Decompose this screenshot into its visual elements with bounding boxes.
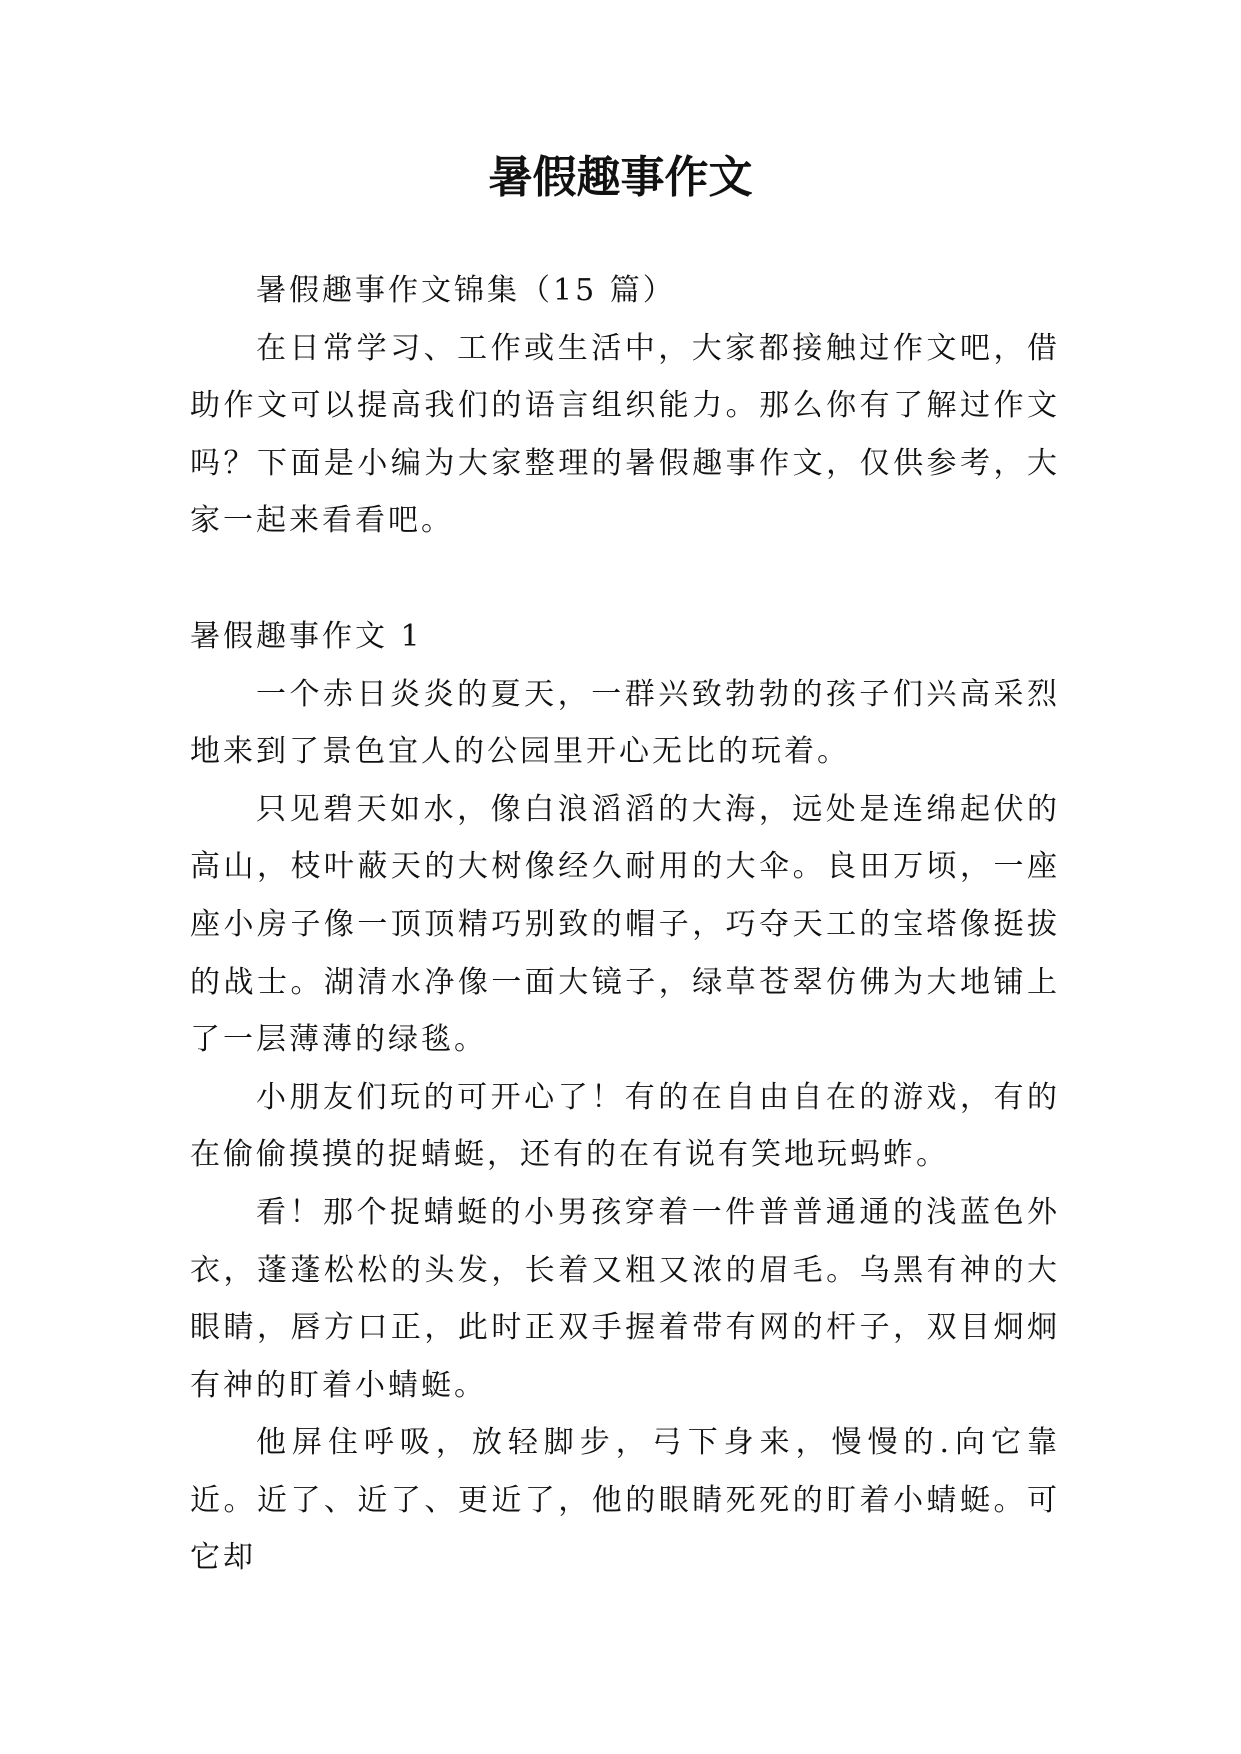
intro-paragraph: 在日常学习、工作或生活中，大家都接触过作文吧，借助作文可以提高我们的语言组织能力。那么你有了解过作文吗？下面是小编为大家整理的暑假趣事作文，仅供参考，大家一起来看看吧。 (190, 330, 1060, 539)
section-heading: 暑假趣事作文 1 (190, 618, 423, 654)
body-paragraph: 一个赤日炎炎的夏天，一群兴致勃勃的孩子们兴高采烈地来到了景色宜人的公园里开心无比的玩着。 (190, 676, 1060, 770)
body-paragraph: 看！那个捉蜻蜓的小男孩穿着一件普普通通的浅蓝色外衣，蓬蓬松松的头发，长着又粗又浓的眉毛。乌黑有神的大眼睛，唇方口正，此时正双手握着带有网的杆子，双目炯炯有神的盯着小蜻蜓。 (190, 1194, 1060, 1403)
body-paragraph: 小朋友们玩的可开心了！有的在自由自在的游戏，有的在偷偷摸摸的捉蜻蜓，还有的在有说有笑地玩蚂蚱。 (190, 1079, 1060, 1173)
document-body (190, 262, 1060, 1587)
section-spacer (190, 550, 1060, 608)
document-subtitle: 暑假趣事作文锦集（15 篇） (256, 273, 676, 308)
document-title: 暑假趣事作文 (488, 152, 753, 203)
body-paragraph: 只见碧天如水，像白浪滔滔的大海，远处是连绵起伏的高山，枝叶蔽天的大树像经久耐用的大伞。良田万顷，一座座小房子像一顶顶精巧别致的帽子，巧夺天工的宝塔像挺拔的战士。湖清水净像一面大镜子，绿草苍翠仿佛为大地铺上了一层薄薄的绿毯。 (190, 791, 1060, 1058)
body-paragraph: 他屏住呼吸，放轻脚步，弓下身来，慢慢的.向它靠近。近了、近了、更近了，他的眼睛死死的盯着小蜻蜓。可它却 (190, 1425, 1060, 1576)
